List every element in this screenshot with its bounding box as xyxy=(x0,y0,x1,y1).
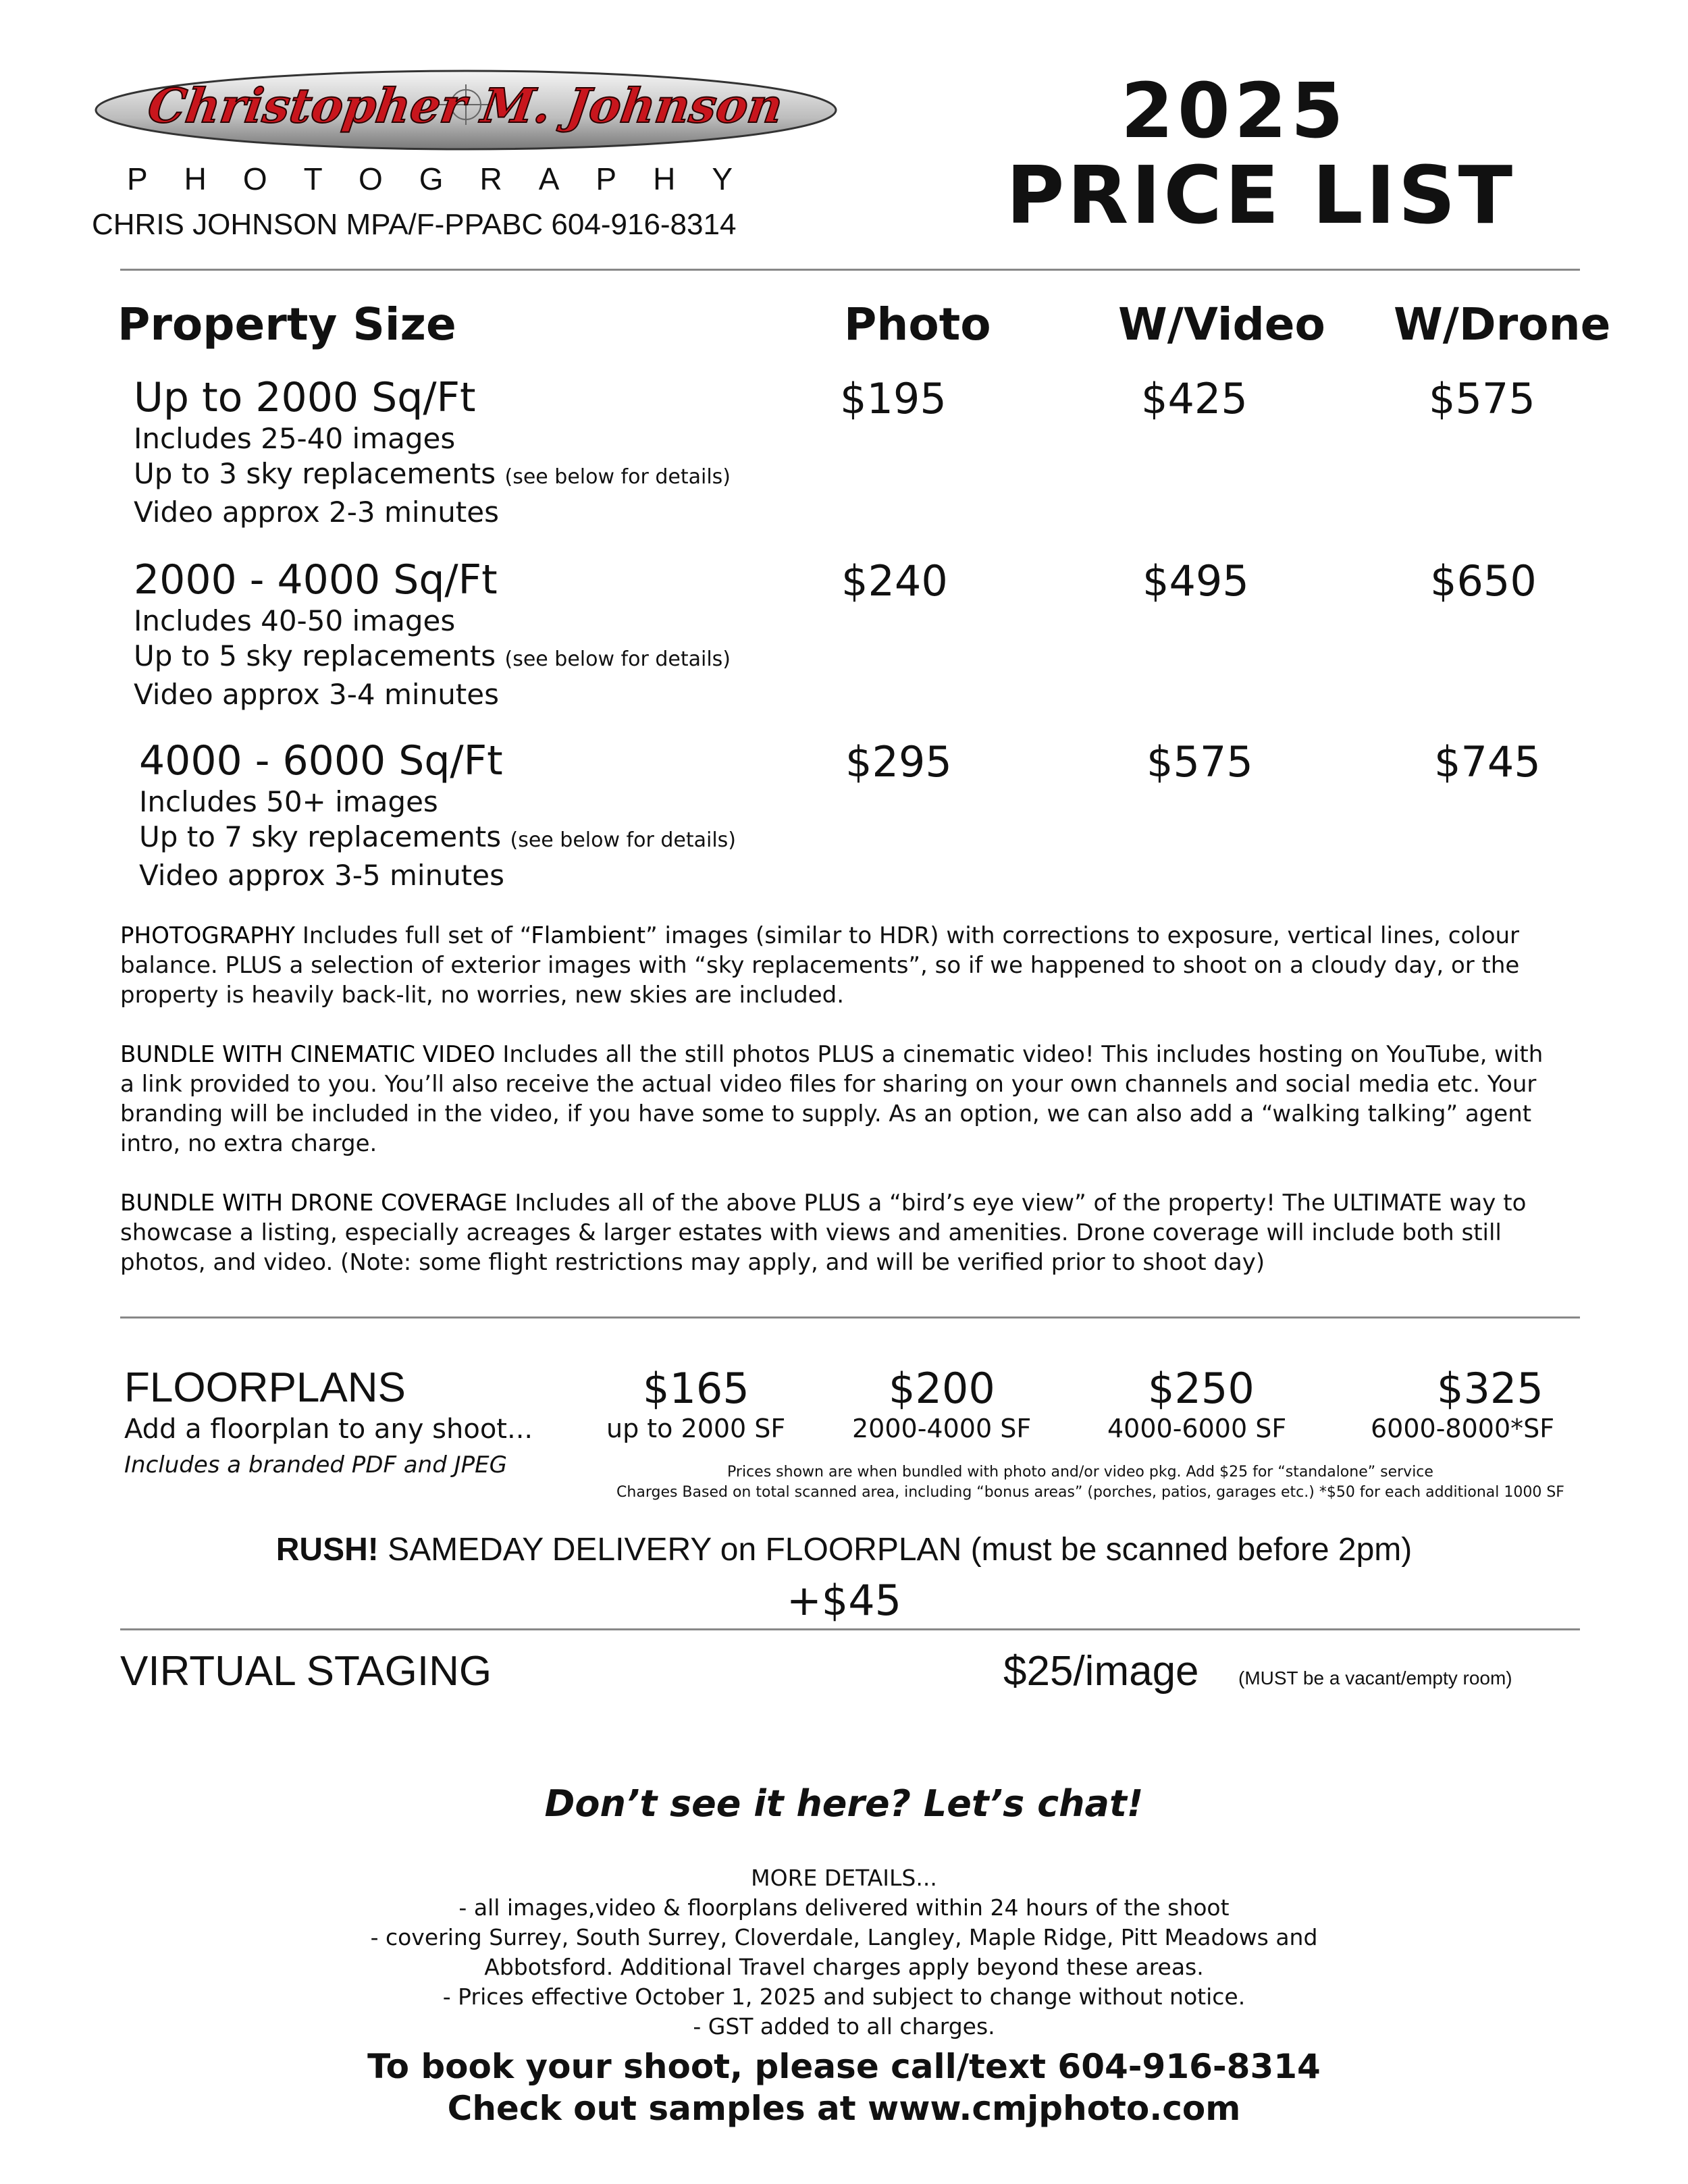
price-tier xyxy=(134,556,731,712)
floorplan-price: $200 xyxy=(889,1364,995,1413)
video-description xyxy=(120,1040,1558,1158)
floorplan-price: $165 xyxy=(643,1364,749,1413)
floorplans-includes: Includes a branded PDF and JPEG xyxy=(124,1451,507,1479)
tier-sky xyxy=(139,820,736,858)
rush-text: SAMEDAY DELIVERY on FLOORPLAN (must be scanned before 2pm) xyxy=(378,1532,1413,1568)
description-text: Includes full set of “ xyxy=(295,922,531,949)
details-line: Abbotsford. Additional Travel charges apply beyond these areas. xyxy=(484,1954,1204,1980)
description-label: BUNDLE WITH DRONE COVERAGE xyxy=(120,1190,508,1217)
tier-photo-price: $195 xyxy=(840,374,947,423)
floorplan-price: $325 xyxy=(1437,1364,1544,1413)
floorplans-subtitle: Add a floorplan to any shoot... xyxy=(124,1414,533,1445)
floorplan-bundle-note: Prices shown are when bundled with photo and/or video pkg. Add $25 for “standalone” service xyxy=(727,1464,1433,1481)
tier-sky xyxy=(134,456,731,495)
floorplan-range: 6000-8000*SF xyxy=(1371,1414,1555,1443)
description-label: BUNDLE WITH CINEMATIC VIDEO xyxy=(120,1041,496,1068)
tier-video-length: Video approx 3-5 minutes xyxy=(139,859,504,892)
details-line: - Prices effective October 1, 2025 and subject to change without notice. xyxy=(442,1983,1246,2010)
floorplan-price: $250 xyxy=(1148,1364,1255,1413)
description-text: Includes all the still photos PLUS a cinematic video! This includes hosting on YouTube, with a link provided to you. You’ll also receive the actual video files for sharing on your own channels and social media etc. Your branding will be included in the video, if you have some to supply. As an option, we can also add a “walking talking” agent intro, no extra charge. xyxy=(120,1041,1544,1157)
tier-drone-price: $650 xyxy=(1430,556,1537,606)
photography-description xyxy=(120,921,1592,1010)
tier-images: Includes 50+ images xyxy=(139,785,438,818)
tier-video-length: Video approx 2-3 minutes xyxy=(134,496,499,529)
tier-video-price: $425 xyxy=(1141,374,1248,423)
tier-drone-price: $575 xyxy=(1429,374,1535,423)
more-details xyxy=(0,1863,1688,2042)
virtual-staging-label: VIRTUAL STAGING xyxy=(120,1648,492,1695)
tier-sky-text: Up to 7 sky replacements xyxy=(139,820,502,853)
column-header-drone: W/Drone xyxy=(1394,298,1611,350)
svg-text:Christopher M. Johnson: Christopher M. Johnson xyxy=(144,78,787,134)
virtual-staging-note: (MUST be a vacant/empty room) xyxy=(1238,1668,1512,1688)
tier-video-length: Video approx 3-4 minutes xyxy=(134,678,499,711)
price-tier xyxy=(134,374,731,530)
details-heading: MORE DETAILS... xyxy=(751,1865,937,1891)
photography-wordmark: PHOTOGRAPHY xyxy=(127,161,769,196)
floorplan-range: 2000-4000 SF xyxy=(852,1414,1032,1443)
flambient-term: Flambient xyxy=(531,922,646,949)
details-line: - GST added to all charges. xyxy=(693,2013,995,2040)
tier-video-price: $495 xyxy=(1142,556,1249,606)
column-header-size: Property Size xyxy=(117,298,456,350)
tier-sky-note: (see below for details) xyxy=(504,465,731,489)
booking-phone: To book your shoot, please call/text 604-916-8314 xyxy=(367,2047,1321,2086)
description-label: PHOTOGRAPHY xyxy=(120,922,296,949)
rush-price: +$45 xyxy=(786,1576,902,1625)
tier-drone-price: $745 xyxy=(1434,737,1541,787)
tier-video-price: $575 xyxy=(1146,737,1253,787)
floorplan-range: 4000-6000 SF xyxy=(1107,1414,1287,1443)
tier-name: 2000 - 4000 Sq/Ft xyxy=(134,556,498,604)
divider xyxy=(120,1316,1580,1319)
details-line: - all images,video & floorplans delivered within 24 hours of the shoot xyxy=(458,1894,1230,1921)
tier-sky-text: Up to 5 sky replacements xyxy=(134,639,496,672)
floorplan-charges-note: Charges Based on total scanned area, including “bonus areas” (porches, patios, garages etc.) *$50 for each additional 1000 SF xyxy=(616,1484,1564,1501)
company-logo xyxy=(88,64,844,152)
divider xyxy=(120,1628,1580,1630)
rush-label: RUSH! xyxy=(275,1532,379,1568)
price-list-year: 2025 xyxy=(1121,68,1348,155)
details-line: - covering Surrey, South Surrey, Cloverdale, Langley, Maple Ridge, Pitt Meadows and xyxy=(370,1924,1318,1950)
page-title: PRICE LIST xyxy=(1006,149,1516,242)
rush-delivery xyxy=(0,1531,1688,1568)
price-tier xyxy=(139,737,736,893)
tier-sky-note: (see below for details) xyxy=(510,828,736,852)
tier-sky-note: (see below for details) xyxy=(504,647,731,671)
floorplans-title: FLOORPLANS xyxy=(124,1364,406,1411)
description-text: Includes all of the above PLUS a “bird’s eye view” of the property! The ULTIMATE way to showcase a listing, especially acreages & larger estates with views and amenities. Drone coverage will include both still photos, and video. (Note: some flight restrictions may apply, and will be verified prior to shoot day) xyxy=(120,1190,1527,1276)
column-header-photo: Photo xyxy=(844,298,991,350)
tier-sky xyxy=(134,639,731,677)
tier-name: Up to 2000 Sq/Ft xyxy=(134,374,476,421)
contact-line: CHRIS JOHNSON MPA/F-PPABC 604-916-8314 xyxy=(92,208,737,241)
description-text: ” images (similar to HDR) with corrections to exposure, vertical lines, colour balance. PLUS a selection of exterior images with “sky replacements”, so if we happened to shoot on a cloudy day, or the property is heavily back-lit, no worries, new skies are included. xyxy=(120,922,1520,1009)
tier-images: Includes 40-50 images xyxy=(134,604,456,637)
divider xyxy=(120,269,1580,271)
virtual-staging-price: $25/image xyxy=(1003,1648,1199,1695)
tier-photo-price: $295 xyxy=(845,737,952,787)
tier-photo-price: $240 xyxy=(841,556,948,606)
tier-name: 4000 - 6000 Sq/Ft xyxy=(139,737,503,784)
column-header-video: W/Video xyxy=(1118,298,1325,350)
floorplan-range: up to 2000 SF xyxy=(606,1414,786,1443)
tier-images: Includes 25-40 images xyxy=(134,422,456,455)
booking-website: Check out samples at www.cmjphoto.com xyxy=(447,2089,1241,2128)
booking-info xyxy=(0,2046,1688,2129)
tier-sky-text: Up to 3 sky replacements xyxy=(134,457,496,490)
chat-callout: Don’t see it here? Let’s chat! xyxy=(544,1782,1144,1825)
drone-description xyxy=(120,1188,1585,1277)
